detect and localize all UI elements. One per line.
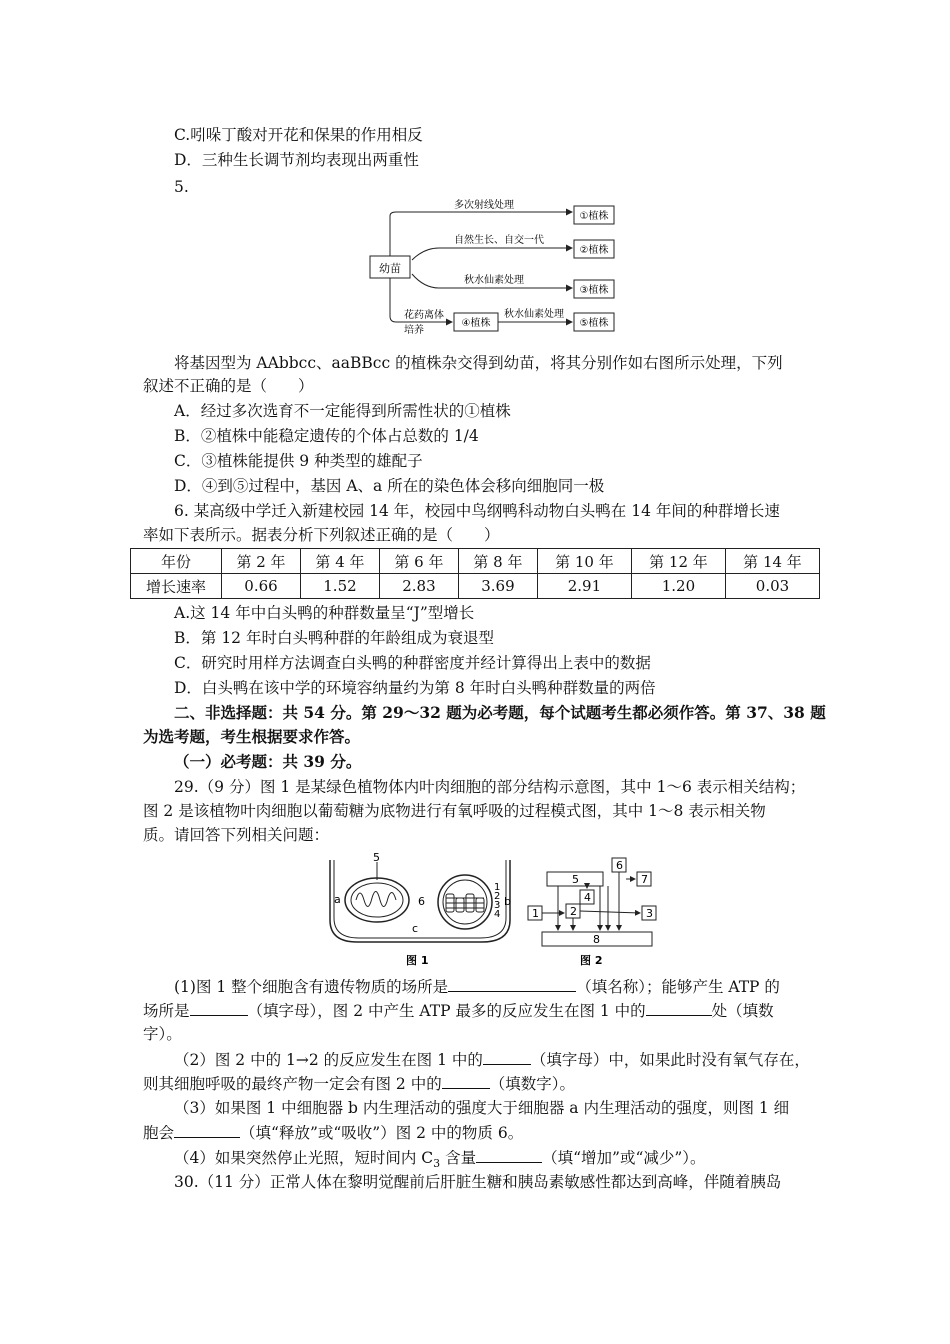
svg-text:5: 5 [373,851,380,864]
svg-text:c: c [412,922,419,935]
q6-stem-2: 率如下表所示。据表分析下列叙述正确的是（ ） [143,526,500,544]
q6-option-a: A.这 14 年中白头鸭的种群数量呈“J”型增长 [174,604,475,622]
svg-text:6: 6 [418,895,425,908]
year-cell: 第 4 年 [300,549,379,574]
q29-figure-1 [322,850,522,975]
svg-text:b: b [504,895,511,908]
svg-text:1: 1 [532,907,539,920]
answer-blank[interactable] [190,999,248,1016]
year-cell: 第 8 年 [458,549,537,574]
plant4-label: ④植株 [461,318,491,329]
svg-text:1: 1 [494,882,501,893]
year-cell: 第 12 年 [631,549,725,574]
answer-blank[interactable] [476,1146,542,1163]
q5-stem-2: 叙述不正确的是（ ） [143,377,314,395]
q29-part1-line2: 场所是 （填字母），图 2 中产生 ATP 最多的反应发生在图 1 中的 处（填数 [143,999,774,1022]
rate-cell: 2.83 [379,574,458,599]
q29-part1-line3: 字）。 [143,1025,182,1043]
rate-cell: 2.91 [537,574,631,599]
q4-option-d: D．三种生长调节剂均表现出两重性 [174,151,419,169]
section2-heading-2: 为选考题，考生根据要求作答。 [143,727,361,746]
mitochondrion-a [345,878,409,922]
rate-cell: 0.03 [725,574,819,599]
q6-growth-table [130,548,820,599]
year-cell: 第 2 年 [222,549,301,574]
q29-stem-2: 图 2 是该植物叶肉细胞以葡萄糖为底物进行有氧呼吸的过程模式图，其中 1～8 表示相关物 [143,802,766,820]
q6-option-c: C．研究时用样方法调查白头鸭的种群密度并经计算得出上表中的数据 [174,654,651,672]
table-row [131,549,820,574]
q6-option-b: B．第 12 年时白头鸭种群的年龄组成为衰退型 [174,629,494,647]
q29-part3-line2: 胞会 （填“释放”或“吸收”）图 2 中的物质 6。 [143,1121,523,1144]
svg-text:3: 3 [494,900,501,911]
figure-2-caption: 图 2 [580,954,603,967]
year-cell: 第 14 年 [725,549,819,574]
q30-stem-1: 30.（11 分）正常人体在黎明觉醒前后肝脏生糖和胰岛素敏感性都达到高峰，伴随着胰岛 [174,1173,782,1191]
svg-text:6: 6 [616,859,623,872]
figure-1-caption: 图 1 [406,954,429,967]
branch2-label: 自然生长、自交一代 [454,235,544,246]
plant5-label: ⑤植株 [579,318,609,329]
table-row-label: 增长速率 [131,574,222,599]
svg-text:4: 4 [494,909,501,920]
branch1-label: 多次射线处理 [454,200,514,211]
q29-stem-3: 质。请回答下列相关问题： [143,826,330,844]
q29-figure-2 [522,850,662,975]
q5-option-b: B．②植株中能稳定遗传的个体占总数的 1/4 [174,427,479,445]
answer-blank[interactable] [646,999,712,1016]
plant1-label: ①植株 [579,211,609,222]
answer-blank[interactable] [174,1121,240,1138]
svg-text:5: 5 [572,873,579,886]
svg-text:a: a [334,893,341,906]
section2-heading-1: 二、非选择题：共 54 分。第 29～32 题为必考题，每个试题考生都必须作答。第 37、38 题 [174,703,826,722]
rate-cell: 1.52 [300,574,379,599]
q29-part2-line2: 则其细胞呼吸的最终产物一定会有图 2 中的 （填数字）。 [143,1072,575,1095]
rate-cell: 1.20 [631,574,725,599]
q29-part2-line1: （2）图 2 中的 1→2 的反应发生在图 1 中的 （填字母）中，如果此时没有氧气存在， [174,1048,810,1071]
section2-subheading: （一）必考题：共 39 分。 [174,752,362,771]
q5-option-d: D．④到⑤过程中，基因 A、a 所在的染色体会移向细胞同一极 [174,477,605,495]
svg-text:7: 7 [641,873,648,886]
answer-blank[interactable] [442,1072,490,1089]
q29-part3-line1: （3）如果图 1 中细胞器 b 内生理活动的强度大于细胞器 a 内生理活动的强度，则图 1 细 [174,1099,790,1117]
svg-text:2: 2 [570,905,577,918]
branch4-label-2: 培养 [404,325,424,336]
q6-option-d: D．白头鸭在该中学的环境容纳量约为第 8 年时白头鸭种群数量的两倍 [174,679,656,697]
rate-cell: 3.69 [458,574,537,599]
q5-number: 5. [174,178,189,196]
q29-stem-1: 29.（9 分）图 1 是某绿色植物体内叶肉细胞的部分结构示意图，其中 1～6 表示相关结构； [174,778,806,796]
table-row [131,574,820,599]
q29-part4: （4）如果突然停止光照，短时间内 $C_3$ 含量 （填“增加”或“减少”）。 [174,1146,706,1175]
branch3-label: 秋水仙素处理 [464,275,524,286]
table-header-label: 年份 [131,549,222,574]
branch4-label-1: 花药离体 [404,310,444,321]
q5-flow-diagram [364,196,624,336]
q5-option-c: C．③植株能提供 9 种类型的雄配子 [174,452,423,470]
year-cell: 第 10 年 [537,549,631,574]
q5-option-a: A．经过多次选育不一定能得到所需性状的①植株 [174,402,511,420]
seedling-label: 幼苗 [379,262,401,275]
svg-text:8: 8 [593,933,600,946]
rate-cell: 0.66 [222,574,301,599]
plant3-label: ③植株 [579,285,609,296]
q6-stem-1: 6. 某高级中学迁入新建校园 14 年，校园中鸟纲鸭科动物白头鸭在 14 年间的种群增长速 [174,502,780,520]
svg-text:4: 4 [584,891,591,904]
q5-stem-1: 将基因型为 AAbbcc、aaBBcc 的植株杂交得到幼苗，将其分别作如右图所示处理，下列 [174,354,783,372]
branch4-label-second: 秋水仙素处理 [504,309,564,320]
year-cell: 第 6 年 [379,549,458,574]
answer-blank[interactable] [483,1048,531,1065]
answer-blank[interactable] [448,975,576,992]
plant2-label: ②植株 [579,245,609,256]
q29-part1-line1: (1)图 1 整个细胞含有遗传物质的场所是 （填名称）；能够产生 ATP 的 [174,975,780,998]
svg-text:2: 2 [494,891,501,902]
svg-text:3: 3 [646,907,653,920]
q4-option-c: C.吲哚丁酸对开花和保果的作用相反 [174,126,423,144]
